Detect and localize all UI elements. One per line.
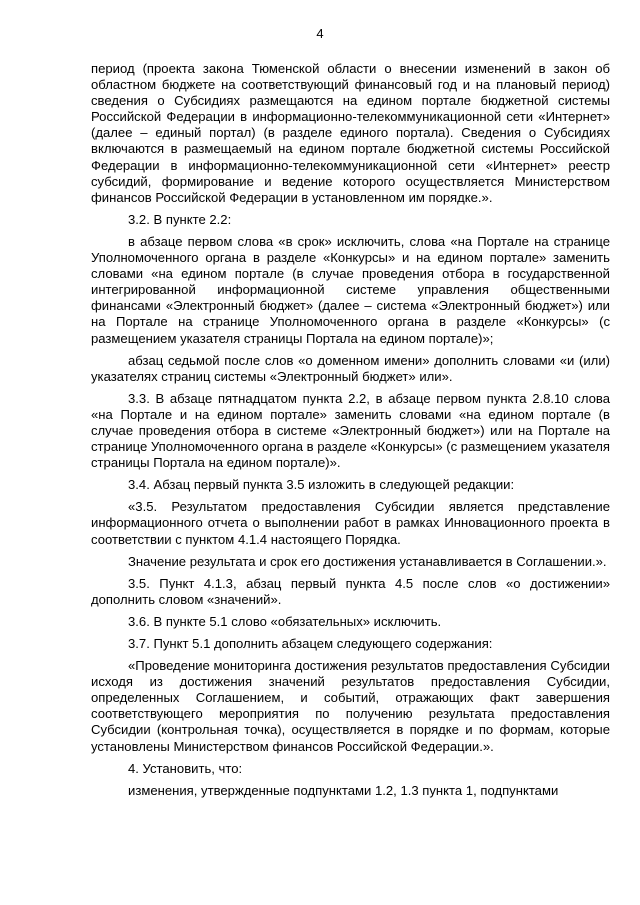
paragraph-continuation: период (проекта закона Тюменской области о внесении изменений в закон об областном бюджете на соответствующий финансовый год и на плановый период) сведения о Субсидиях размещаются на едином портале бюджетной системы Российской Федерации в информационно-телекоммуникационной сети «Интернет» (далее – единый портал) (в разделе единого портала). Сведения о Субсидиях включаются в размещаемый на едином портале бюджетной системы Российской Федерации в информационно-телекоммуникационной сети «Интернет» реестр субсидий, формирование и ведение которого осуществляется Министерством финансов Российской Федерации в установленном им порядке.».: [91, 61, 610, 205]
document-body: [91, 61, 610, 799]
paragraph-quote-monitoring: «Проведение мониторинга достижения результатов предоставления Субсидии исходя из достижения значений результатов предоставления Субсидии, определенных Соглашением, и событий, отражающих факт завершения соответствующего мероприятия по получению результата предоставления Субсидии (контрольная точка), осуществляется в порядке и по формам, которые установлены Министерством финансов Российской Федерации.».: [91, 658, 610, 754]
paragraph-quote-3-5-value: Значение результата и срок его достижения устанавливается в Соглашении.».: [128, 553, 607, 569]
paragraph-quote-3-5: «3.5. Результатом предоставления Субсидии является представление информационного отчета о выполнении работ в рамках Инновационного проекта в соответствии с пунктом 4.1.4 настоящего Порядка.: [91, 499, 610, 547]
page-number: 4: [316, 26, 324, 41]
paragraph-item-3-3: 3.3. В абзаце пятнадцатом пункта 2.2, в абзаце первом пункта 2.8.10 слова «на Портале и на едином портале» заменить словами «на едином портале (в случае проведения отбора в системе «Электронный бюджет») или на Портале на странице Уполномоченного органа в разделе «Конкурсы» (с размещением указателя страницы Портала на едином портале)».: [91, 390, 611, 471]
paragraph-item-3-2-first: в абзаце первом слова «в срок» исключить, слова «на Портале на странице Уполномоченного органа в разделе «Конкурсы» и на едином портале» заменить словами «на едином портале (в случае проведения отбора в государственной интегрированной информационной системе управления общественными финансами «Электронный бюджет» (далее – система «Электронный бюджет») или на Портале на странице Уполномоченного органа в разделе «Конкурсы» (с размещением указателя страницы Портала на едином портале)»;: [91, 233, 610, 346]
paragraph-item-4-changes: изменения, утвержденные подпунктами 1.2, 1.3 пункта 1, подпунктами: [128, 782, 559, 798]
paragraph-item-3-7: 3.7. Пункт 5.1 дополнить абзацем следующего содержания:: [128, 636, 493, 651]
paragraph-item-3-2: 3.2. В пункте 2.2:: [128, 211, 232, 227]
paragraph-item-4: 4. Установить, что:: [128, 760, 243, 776]
paragraph-item-3-4: 3.4. Абзац первый пункта 3.5 изложить в следующей редакции:: [128, 477, 515, 493]
paragraph-item-3-2-seventh: абзац седьмой после слов «о доменном имени» дополнить словами «и (или) указателях страниц системы «Электронный бюджет» или».: [91, 352, 610, 384]
paragraph-item-3-6: 3.6. В пункте 5.1 слово «обязательных» исключить.: [128, 613, 442, 629]
paragraph-item-3-5: 3.5. Пункт 4.1.3, абзац первый пункта 4.5 после слов «о достижении» дополнить словом «значений».: [91, 575, 610, 607]
